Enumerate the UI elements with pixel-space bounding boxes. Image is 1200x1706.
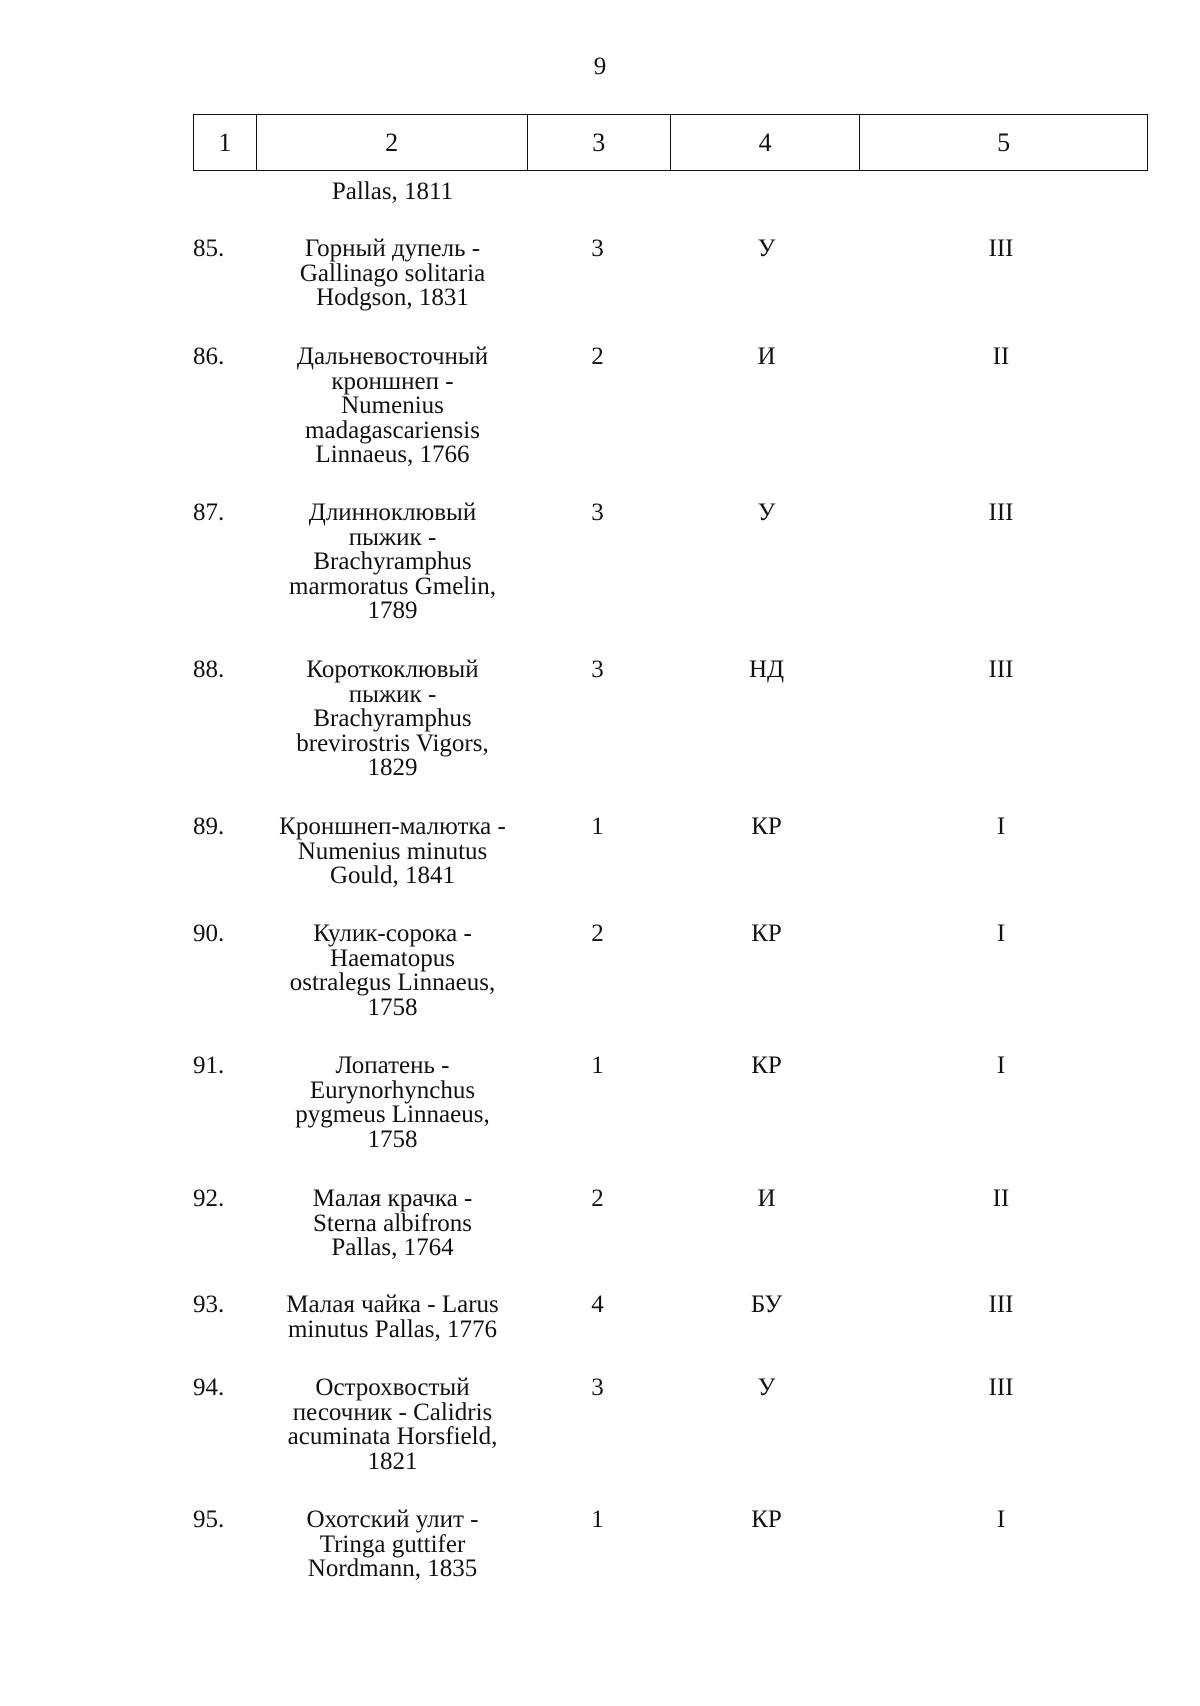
name-line: пыжик - bbox=[348, 523, 437, 551]
name-line: Горный дупель - bbox=[304, 235, 481, 262]
class-value: I bbox=[996, 1052, 1006, 1079]
name-line: ostralegus Linnaeus, bbox=[289, 969, 496, 996]
name-line: acuminata Horsfield, bbox=[287, 1423, 498, 1450]
name-line: Pallas, 1764 bbox=[331, 1234, 454, 1261]
name-line: Nordmann, 1835 bbox=[307, 1555, 478, 1582]
species-name bbox=[255, 815, 530, 889]
row-number: 95. bbox=[193, 1506, 225, 1533]
category-value: 1 bbox=[591, 813, 604, 840]
row-number: 88. bbox=[193, 656, 225, 683]
header-cell-2: 2 bbox=[256, 115, 527, 170]
name-line: madagascariensis bbox=[305, 416, 480, 444]
class-value: I bbox=[996, 920, 1006, 947]
name-line: Brachyramphus bbox=[313, 705, 472, 732]
header-cell-5: 5 bbox=[859, 115, 1147, 170]
row-number: 89. bbox=[193, 813, 225, 840]
row-number: 94. bbox=[193, 1374, 225, 1401]
name-line: 1829 bbox=[367, 754, 418, 781]
class-value: III bbox=[988, 1291, 1014, 1318]
status-value: БУ bbox=[750, 1291, 783, 1318]
status-value: И bbox=[757, 1185, 776, 1212]
species-name bbox=[255, 237, 530, 311]
class-value: II bbox=[992, 343, 1010, 370]
species-name-continuation bbox=[255, 180, 530, 205]
name-line: 1789 bbox=[367, 597, 418, 624]
row-number: 85. bbox=[193, 235, 225, 262]
species-name bbox=[255, 345, 530, 468]
category-value: 1 bbox=[591, 1052, 604, 1079]
species-name bbox=[255, 922, 530, 1020]
name-line: Sterna albifrons bbox=[313, 1209, 472, 1237]
class-value: III bbox=[988, 1374, 1014, 1401]
category-value: 2 bbox=[591, 343, 604, 370]
name-line: Малая чайка - Larus bbox=[286, 1291, 499, 1318]
status-value: У bbox=[757, 235, 776, 262]
name-line: Eurynorhynchus bbox=[309, 1076, 476, 1104]
status-value: И bbox=[757, 343, 776, 370]
category-value: 2 bbox=[591, 920, 604, 947]
species-name bbox=[255, 658, 530, 781]
name-line: Малая крачка - bbox=[312, 1185, 473, 1212]
name-line: Numenius bbox=[341, 392, 444, 419]
class-value: I bbox=[996, 813, 1006, 840]
name-line: Короткоклювый bbox=[306, 656, 479, 683]
status-value: НД bbox=[748, 656, 785, 683]
name-line: Острохвостый bbox=[315, 1374, 470, 1401]
row-number: 91. bbox=[193, 1052, 225, 1079]
species-name bbox=[255, 1187, 530, 1261]
class-value: III bbox=[988, 656, 1014, 683]
header-cell-4: 4 bbox=[670, 115, 859, 170]
status-value: У bbox=[757, 499, 776, 526]
class-value: II bbox=[992, 1185, 1010, 1212]
species-name bbox=[255, 1293, 530, 1342]
header-cell-3: 3 bbox=[527, 115, 670, 170]
table-header-row bbox=[193, 114, 1148, 171]
header-cell-1: 1 bbox=[218, 127, 232, 157]
name-line: кроншнеп - bbox=[331, 367, 454, 395]
name-line: Gould, 1841 bbox=[330, 862, 455, 889]
category-value: 4 bbox=[591, 1291, 604, 1318]
name-line: Охотский улит - bbox=[306, 1506, 479, 1533]
class-value: III bbox=[988, 499, 1014, 526]
class-value: III bbox=[988, 235, 1014, 262]
status-value: У bbox=[757, 1374, 776, 1401]
name-line: песочник - Calidris bbox=[292, 1398, 493, 1426]
species-name bbox=[255, 1376, 530, 1474]
name-line: pygmeus Linnaeus, bbox=[295, 1101, 490, 1128]
name-line: 1758 bbox=[367, 993, 418, 1021]
row-number: 93. bbox=[193, 1291, 225, 1318]
name-line: Tringa guttifer bbox=[319, 1530, 466, 1558]
name-line: Hodgson, 1831 bbox=[316, 284, 469, 311]
row-number: 92. bbox=[193, 1185, 225, 1212]
name-line: Кроншнеп-малютка - bbox=[279, 813, 506, 840]
species-name bbox=[255, 1054, 530, 1152]
name-line: Haematopus bbox=[330, 944, 455, 972]
name-line: Pallas, 1811 bbox=[331, 178, 454, 205]
name-line: Brachyramphus bbox=[313, 548, 472, 575]
name-line: Лопатень - bbox=[335, 1052, 450, 1079]
species-name bbox=[255, 501, 530, 624]
status-value: КР bbox=[751, 1506, 782, 1533]
category-value: 3 bbox=[591, 1374, 604, 1401]
name-line: Кулик-сорока - bbox=[313, 920, 472, 947]
name-line: 1758 bbox=[367, 1125, 418, 1153]
name-line: Linnaeus, 1766 bbox=[315, 441, 470, 468]
status-value: КР bbox=[751, 1052, 782, 1079]
name-line: Длинноклювый bbox=[308, 499, 477, 526]
name-line: Numenius minutus bbox=[297, 837, 488, 865]
name-line: Дальневосточный bbox=[296, 343, 489, 370]
category-value: 3 bbox=[591, 656, 604, 683]
status-value: КР bbox=[751, 920, 782, 947]
name-line: Gallinago solitaria bbox=[299, 259, 486, 287]
category-value: 3 bbox=[591, 235, 604, 262]
row-number: 90. bbox=[193, 920, 225, 947]
row-number: 87. bbox=[193, 499, 225, 526]
class-value: I bbox=[996, 1506, 1006, 1533]
page-number: 9 bbox=[593, 53, 607, 80]
species-name bbox=[255, 1508, 530, 1582]
category-value: 3 bbox=[591, 499, 604, 526]
status-value: КР bbox=[751, 813, 782, 840]
category-value: 2 bbox=[591, 1185, 604, 1212]
category-value: 1 bbox=[591, 1506, 604, 1533]
row-number: 86. bbox=[193, 343, 225, 370]
name-line: пыжик - bbox=[348, 680, 437, 708]
name-line: 1821 bbox=[367, 1447, 418, 1475]
name-line: marmoratus Gmelin, bbox=[289, 572, 496, 600]
name-line: minutus Pallas, 1776 bbox=[287, 1315, 498, 1343]
name-line: brevirostris Vigors, bbox=[296, 729, 489, 757]
